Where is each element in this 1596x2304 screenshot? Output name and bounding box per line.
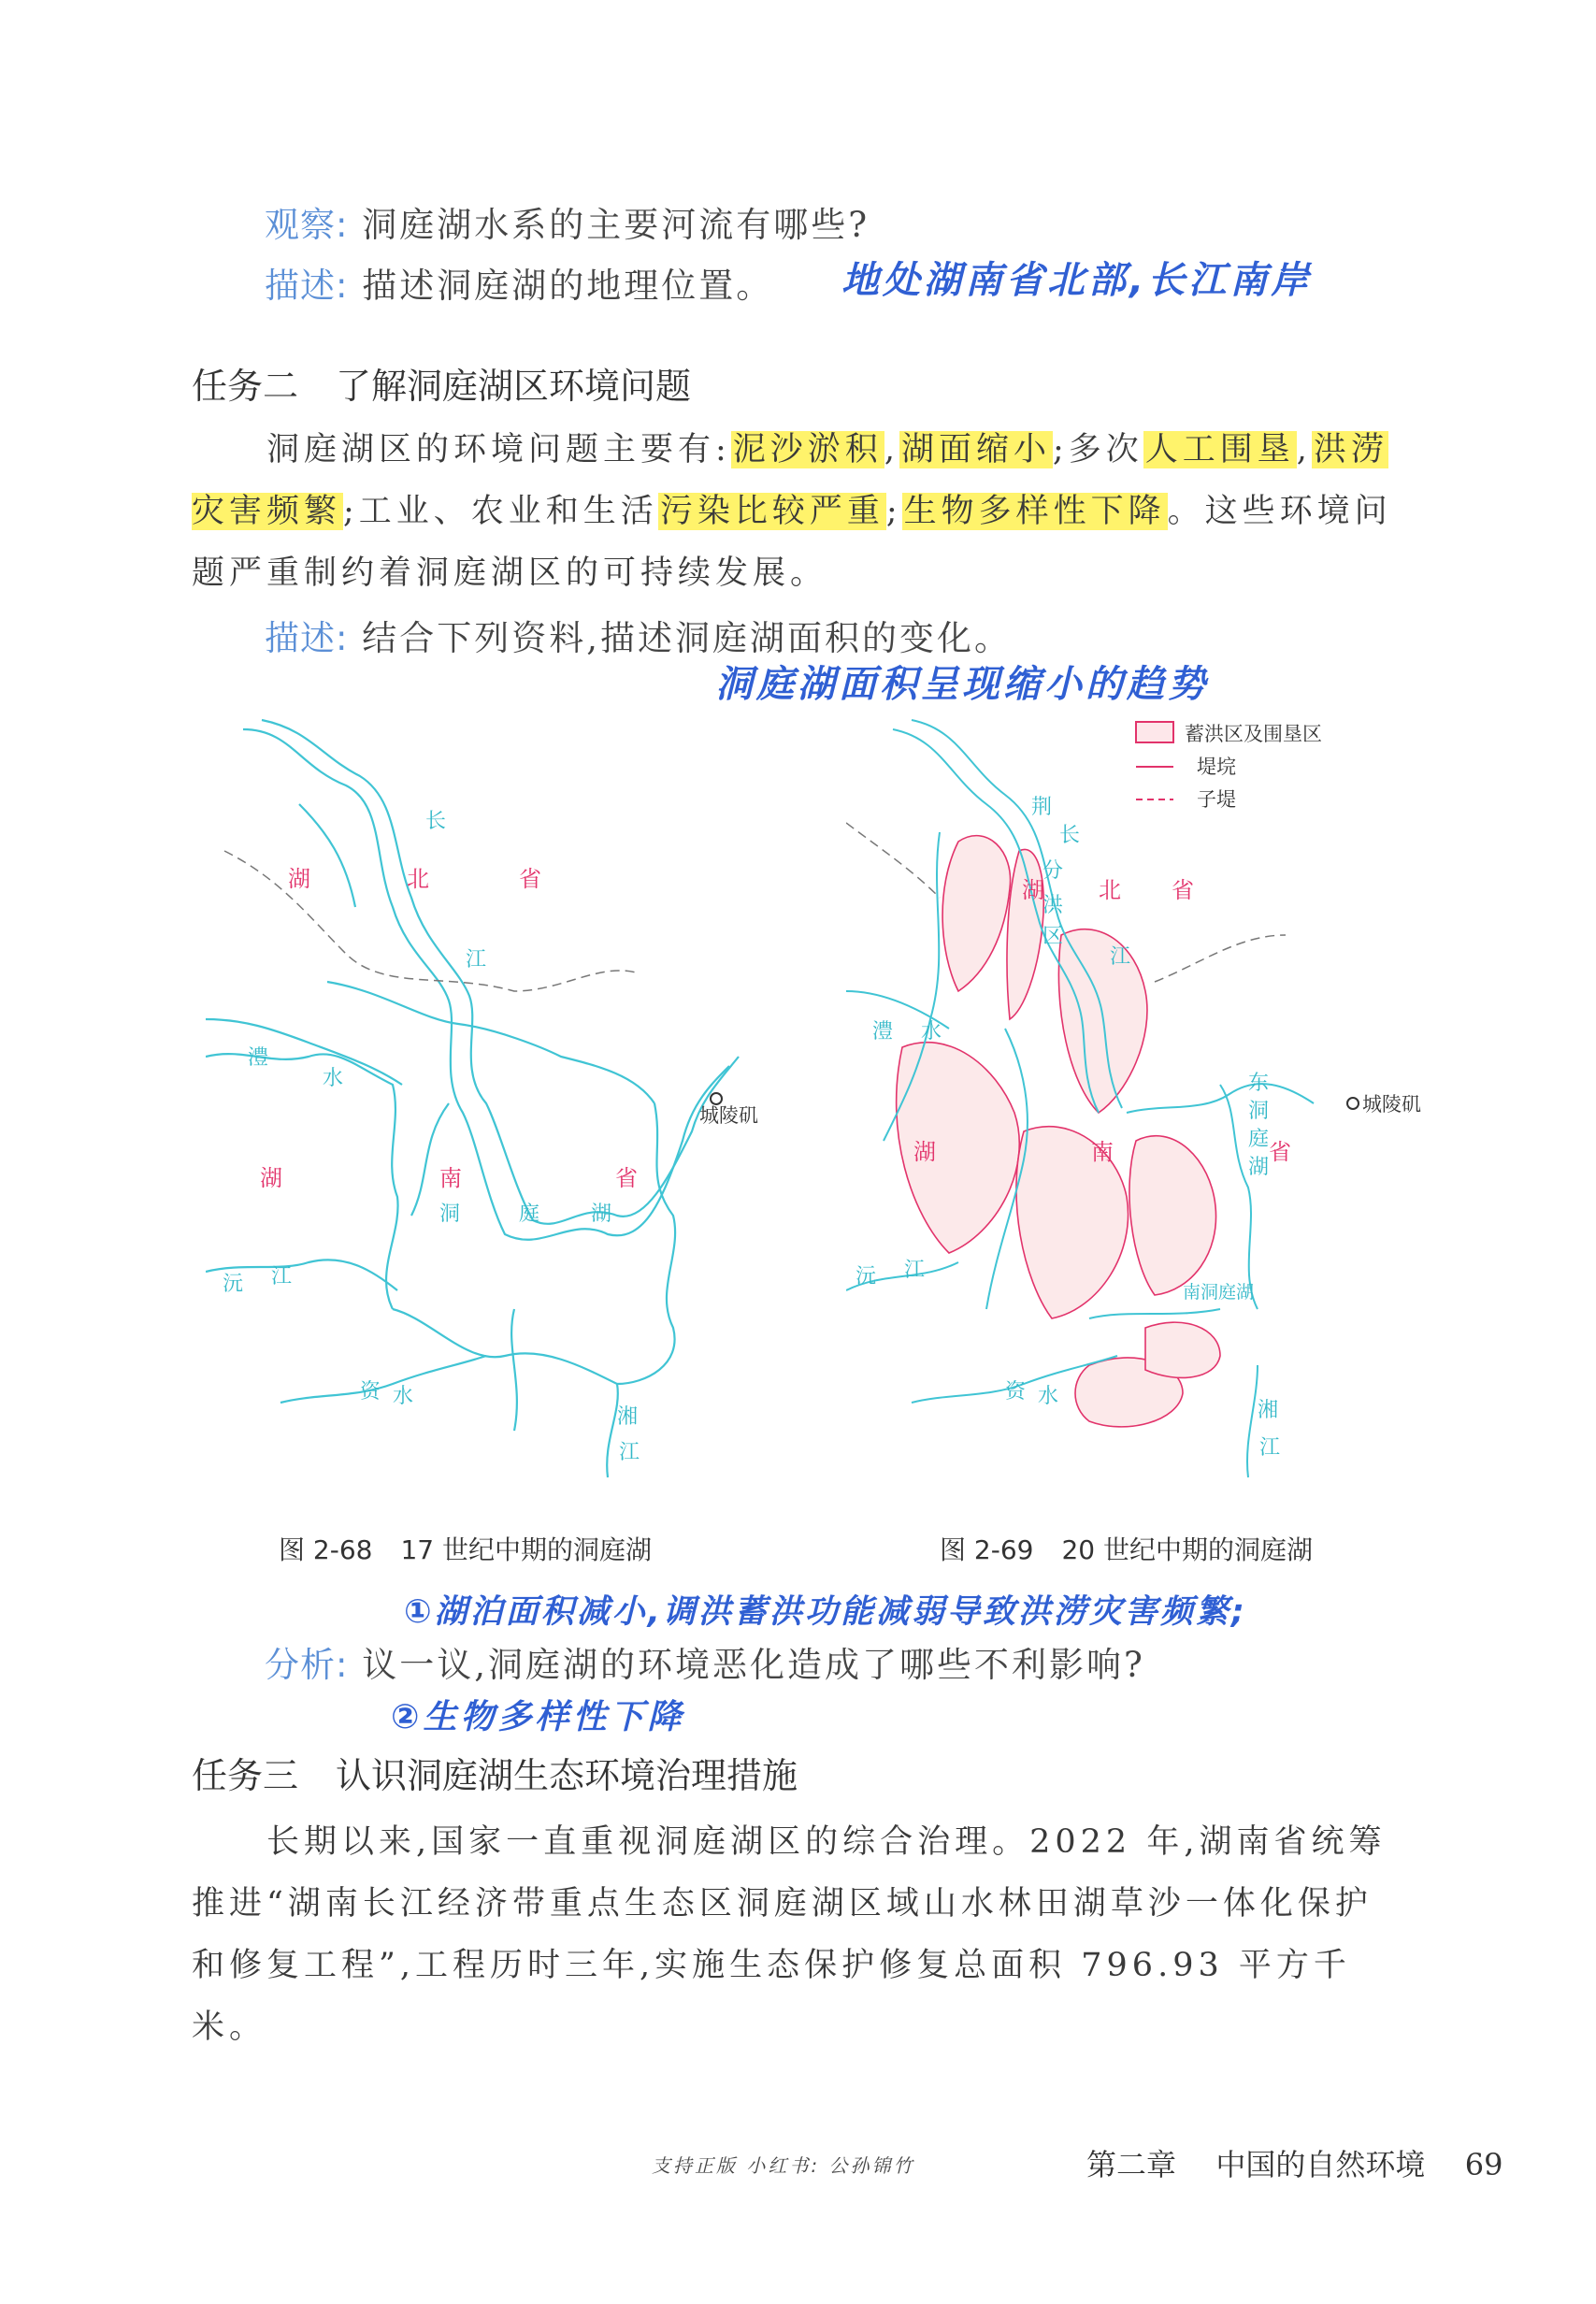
map2-jing: 荆 — [1031, 796, 1053, 819]
chapter-title: 中国的自然环境 — [1215, 2147, 1426, 2182]
page-number: 69 — [1464, 2147, 1503, 2182]
governance-text: 长期以来,国家一直重视洞庭湖区的综合治理。2022 年,湖南省统筹推进“湖南长江经济带重点生态区洞庭湖区域山水林田湖草沙一体化保护和修复工程”,工程历时三年,实施生态保护修复总面积 796.93 平方千米。 — [192, 1823, 1387, 2046]
highlight-floods: 洪涝灾害频繁 — [192, 431, 1388, 530]
legend-subdike: 子堤 — [1197, 788, 1236, 811]
handwritten-area-answer: 洞庭湖面积呈现缩小的趋势 — [715, 663, 1209, 706]
map2-li: 澧 — [872, 1020, 894, 1044]
map2-east-3: 庭 — [1248, 1128, 1270, 1151]
tributary-3 — [511, 1309, 517, 1431]
map1-xiang-jiang: 江 — [619, 1441, 640, 1464]
map1-shui: 水 — [323, 1067, 344, 1090]
map-17th-century — [206, 711, 767, 1487]
analysis-prompt — [265, 1636, 1145, 1687]
map2-hubei-2: 北 — [1099, 877, 1121, 903]
map1-caption-number: 图 2-68 — [279, 1534, 373, 1565]
map1-hunan-3: 省 — [615, 1165, 638, 1191]
map2-xiang: 湘 — [1258, 1399, 1279, 1422]
problems-text-1: 洞庭湖区的环境问题主要有: — [266, 431, 731, 468]
zi-river — [280, 1356, 486, 1403]
map2-xiang-jiang: 江 — [1259, 1436, 1281, 1460]
map1-hubei-1: 湖 — [288, 866, 310, 892]
observe-label: 观察: — [265, 205, 349, 245]
map2-east-2: 洞 — [1248, 1100, 1270, 1123]
map1-li: 澧 — [248, 1046, 269, 1070]
handwritten-analysis-2: ②生物多样性下降 — [391, 1698, 685, 1736]
map2-chang: 长 — [1059, 824, 1081, 847]
lake-shore-north — [327, 982, 654, 1103]
task3-heading — [192, 1747, 798, 1798]
map2-zi: 资 — [1005, 1380, 1027, 1404]
map2-yuan: 沅 — [856, 1265, 877, 1289]
map2-east-1: 东 — [1248, 1072, 1270, 1095]
map2-legend — [1136, 722, 1322, 811]
map2-river-net-3 — [1127, 1084, 1314, 1113]
map1-hunan-1: 湖 — [260, 1165, 282, 1191]
map1-caption — [279, 1530, 652, 1567]
map2-caption — [940, 1530, 1313, 1567]
problems-text-5: ;工业、农业和生活 — [343, 493, 658, 530]
problems-text-6: ; — [885, 493, 902, 530]
map1-yuan: 沅 — [223, 1273, 244, 1296]
map1-hubei-2: 北 — [407, 866, 429, 892]
task3-title: 认识洞庭湖生态环境治理措施 — [336, 1755, 798, 1796]
analysis-text: 议一议,洞庭湖的环境恶化造成了哪些不利影响? — [362, 1645, 1145, 1685]
map2-shui: 水 — [921, 1020, 942, 1044]
describe-location-prompt — [265, 257, 773, 308]
task2-title: 了解洞庭湖区环境问题 — [336, 366, 692, 407]
highlight-pollution: 污染比较严重 — [659, 493, 884, 530]
map1-zi: 资 — [360, 1380, 381, 1404]
describe-area-prompt — [265, 610, 1012, 660]
polder-east — [1129, 1136, 1216, 1295]
problems-text-2: , — [884, 431, 899, 468]
polder-north-1 — [942, 836, 1010, 991]
legend-polder: 蓄洪区及围垦区 — [1185, 723, 1322, 745]
map1-yuan-jiang: 江 — [271, 1265, 293, 1289]
task3-label: 任务三 — [192, 1755, 299, 1796]
environment-problems-paragraph — [192, 419, 1407, 604]
map1-zi-shui: 水 — [393, 1385, 414, 1408]
describe-text: 描述洞庭湖的地理位置。 — [362, 266, 774, 306]
map2-hunan-3: 省 — [1269, 1139, 1291, 1165]
map2-yuan-jiang: 江 — [904, 1259, 926, 1282]
map2-xiang-river — [1247, 1365, 1258, 1477]
map2-caption-number: 图 2-69 — [940, 1534, 1034, 1565]
highlight-sediment: 泥沙淤积 — [732, 431, 883, 468]
map2-south-lake — [1089, 1309, 1220, 1318]
map1-hubei-3: 省 — [519, 866, 541, 892]
map2-jiang: 江 — [1110, 945, 1131, 969]
observe-text: 洞庭湖水系的主要河流有哪些? — [362, 205, 870, 245]
page-footer — [1086, 2141, 1503, 2184]
map2-hubei-3: 省 — [1172, 877, 1194, 903]
map2-hunan-2: 南 — [1091, 1139, 1114, 1165]
problems-text-4: , — [1296, 431, 1312, 468]
lake-shore-east — [617, 1103, 675, 1384]
map2-hubei-1: 湖 — [1022, 877, 1044, 903]
highlight-biodiversity: 生物多样性下降 — [903, 493, 1166, 530]
map1-caption-text: 17 世纪中期的洞庭湖 — [400, 1534, 652, 1565]
xiang-river — [607, 1384, 618, 1477]
map2-city-label: 城陵矶 — [1362, 1093, 1421, 1116]
governance-paragraph — [192, 1811, 1407, 2058]
map2-caption-text: 20 世纪中期的洞庭湖 — [1061, 1534, 1313, 1565]
map1-lake-1: 洞 — [439, 1202, 461, 1226]
observe-prompt — [265, 196, 870, 247]
problems-text-7: 。这些环境问题严重制约着洞庭湖区的可持续发展。 — [192, 493, 1392, 592]
map2-east-4: 湖 — [1248, 1156, 1270, 1179]
map2-hunan-1: 湖 — [913, 1139, 936, 1165]
legend-dike: 堤垸 — [1197, 756, 1236, 778]
map1-xiang: 湘 — [617, 1405, 639, 1429]
map2-city-marker — [1347, 1098, 1359, 1109]
handwritten-analysis-1: ①湖泊面积减小,调洪蓄洪功能减弱导致洪涝灾害频繁; — [404, 1593, 1247, 1631]
highlight-reclamation: 人工围垦 — [1144, 431, 1295, 468]
problems-text-3: ;多次 — [1052, 431, 1143, 468]
watermark: 支持正版 小红书: 公孙锦竹 — [652, 2154, 915, 2177]
describe2-label: 描述: — [265, 618, 349, 658]
tributary-2 — [411, 1103, 449, 1216]
task2-label: 任务二 — [192, 366, 299, 407]
analysis-label: 分析: — [265, 1645, 349, 1685]
city-marker — [711, 1093, 722, 1104]
map2-south-lake: 南洞庭湖 — [1183, 1282, 1255, 1303]
map1-lake-2: 庭 — [519, 1202, 540, 1226]
map2-zi-shui: 水 — [1038, 1385, 1059, 1408]
chapter-number: 第二章 — [1086, 2147, 1177, 2182]
highlight-lake-shrink: 湖面缩小 — [900, 431, 1051, 468]
handwritten-location-answer: 地处湖南省北部,长江南岸 — [841, 259, 1313, 302]
map1-hunan-2: 南 — [439, 1165, 462, 1191]
map1-chang: 长 — [425, 810, 447, 833]
map2-fen-2: 洪 — [1042, 894, 1064, 917]
describe-label: 描述: — [265, 266, 349, 306]
map1-jiang: 江 — [466, 948, 487, 972]
task2-heading — [192, 357, 691, 409]
map2-fen-3: 区 — [1042, 925, 1064, 948]
map2-fen-1: 分 — [1042, 859, 1064, 883]
map-20th-century — [846, 711, 1454, 1487]
describe2-text: 结合下列资料,描述洞庭湖面积的变化。 — [362, 618, 1012, 658]
map1-city-label: 城陵矶 — [699, 1104, 758, 1127]
polder-north-2 — [1007, 849, 1043, 1019]
map1-lake-3: 湖 — [591, 1202, 612, 1226]
yangtze-river-bank-east — [262, 720, 739, 1224]
polder-south-2 — [1145, 1322, 1220, 1377]
